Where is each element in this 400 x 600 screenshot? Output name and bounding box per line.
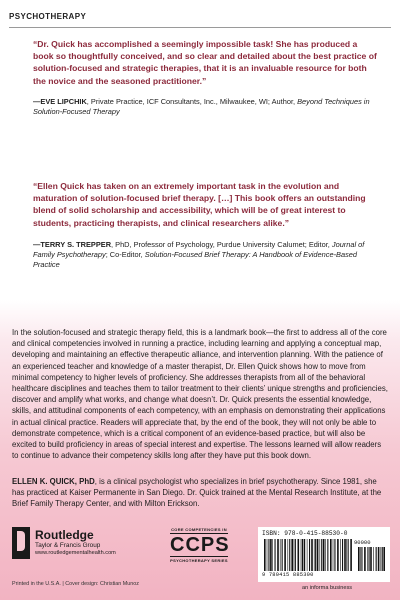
isbn-addon: 90000 xyxy=(354,539,371,546)
attribution-author: —EVE LIPCHIK xyxy=(33,97,87,106)
book-description: In the solution-focused and strategic therapy field, this is a landmark book—the first to address all of the core and clinical competencies involved in running a practice, including learning and applying a conceptual map, developing and maintaining an effective therapeutic alliance, and intervention planning. With the patience of an experienced teacher and knowledge of a master therapist, Dr. Ellen Quick shows how to move from minimal competency to higher levels of proficiency. She addresses therapists from all of the behavioral healthcare disciplines and teaches them to tailor treatment to their clients’ unique strengths and proficiencies, discover and amplify what works, and change what doesn’t. Dr. Quick presents the essential knowledge, skills, and attitudinal components of each competency, with an emphasis on demonstrating their applications in actual clinical practice. Readers will appreciate that, by the end of the book, they will not only be able to demonstrate competence, which is a critical component of an evidence-based practice, but will also be excited to build proficiency in areas of special interest and expertise. The lessons learned will allow readers to continue to advance their competency skills long after they have put this book down. xyxy=(12,328,388,461)
publisher-logo xyxy=(12,527,127,565)
series-top-text: CORE COMPETENCIES IN xyxy=(171,527,227,532)
informa-tagline: an informa business xyxy=(302,585,353,591)
attribution-author: —TERRY S. TREPPER xyxy=(33,240,112,249)
isbn-label: ISBN: 978-0-415-88530-0 xyxy=(262,530,348,537)
author-bio xyxy=(12,476,388,510)
printed-credit: Printed in the U.S.A. | Cover design: Christian Munoz xyxy=(12,581,139,587)
publisher-group: Taylor & Francis Group xyxy=(35,542,101,549)
series-bottom-text: PSYCHOTHERAPY SERIES xyxy=(170,558,228,563)
author-name: ELLEN K. QUICK, PhD xyxy=(12,477,95,486)
endorsement-quote-2: “Ellen Quick has taken on an extremely important task in the evolution and maturation of solution-focused brief therapy. […] This book offers an outstanding blend of solid scholarship and accessibility, which will be of great interest to students, practicing therapists, and clinical researchers alike.” xyxy=(33,181,366,228)
attribution-role: , Private Practice, ICF Consultants, Inc., Milwaukee, WI; Author, xyxy=(86,97,298,106)
isbn-barcode-box xyxy=(258,527,390,582)
barcode-icon xyxy=(264,539,352,571)
series-logo xyxy=(170,527,228,577)
attribution-work-2: Solution-Focused Brief Therapy: A Handbook of Evidence-Based Practice xyxy=(33,250,357,269)
barcode-digits: 9 780415 885300 xyxy=(262,572,314,578)
attribution-work: Beyond Techniques in Solution-Focused Therapy xyxy=(33,97,370,116)
addon-barcode-icon xyxy=(358,547,386,571)
routledge-mark-icon xyxy=(12,527,30,559)
category-label: PSYCHOTHERAPY xyxy=(9,12,87,21)
top-divider xyxy=(9,27,391,28)
endorsement-quote-1: “Dr. Quick has accomplished a seemingly impossible task! She has produced a book so thoughtfully conceived, and so clear and detailed about the best practice of solution-focused and strategic therapies, that it is an invaluable resource for both the novice and the seasoned practitioner.” xyxy=(33,39,377,86)
author-bio-text: , is a clinical psychologist who specializes in brief psychotherapy. Since 1981, she has practiced at Kaiser Permanente in San Diego. Dr. Quick trained at the Mental Research Institute, at the Brief Family Therapy Center, and with Milton Erickson. xyxy=(12,477,382,509)
publisher-name: Routledge xyxy=(35,528,94,542)
attribution-role: , Professor of Psychology, Purdue University Calumet; Editor, xyxy=(129,240,332,249)
attribution-author-suffix: , PhD xyxy=(111,240,130,249)
endorsement-attribution-2 xyxy=(33,240,378,270)
attribution-role-2: ; Co-Editor, xyxy=(105,250,145,259)
series-acronym: CCPS xyxy=(170,534,230,556)
attribution-work: Journal of Family Psychotherapy xyxy=(33,240,365,259)
endorsement-attribution-1 xyxy=(33,97,378,117)
publisher-url: www.routledgementalhealth.com xyxy=(35,550,116,556)
